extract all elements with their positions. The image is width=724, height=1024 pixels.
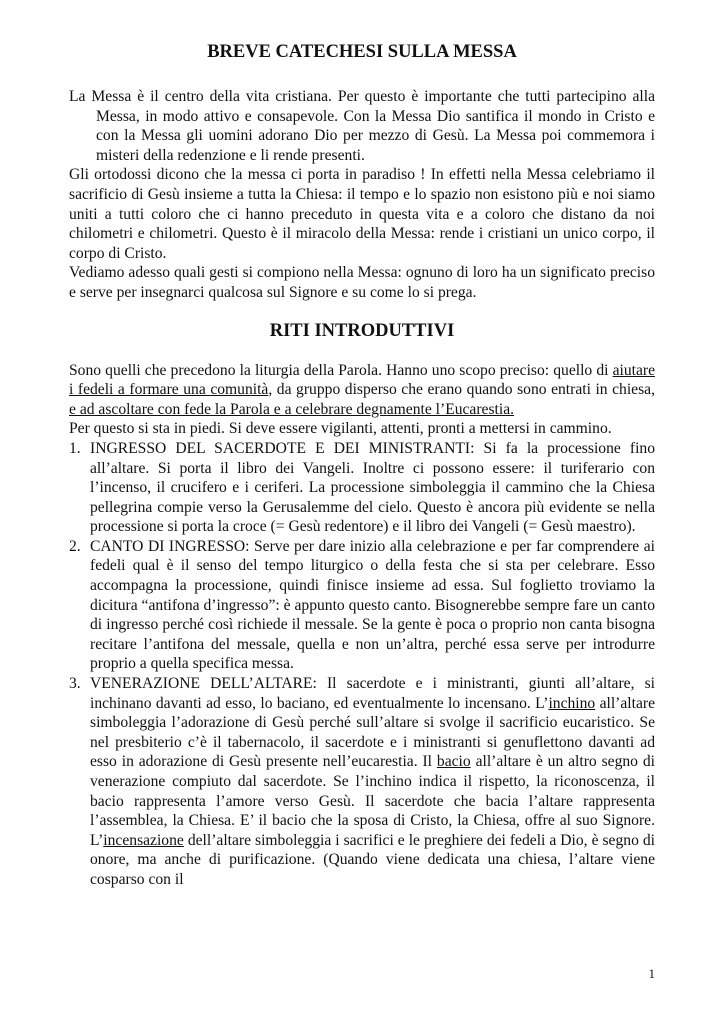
page-content <box>69 40 655 890</box>
riti-text-a: Sono quelli che precedono la liturgia della Parola. Hanno uno scopo preciso: quello di <box>69 361 613 379</box>
underlined-term-inchino: inchino <box>548 694 596 712</box>
list-item <box>69 537 655 674</box>
list-item-number: 2. <box>69 537 81 555</box>
list-item-text: CANTO DI INGRESSO: Serve per dare inizio alla celebrazione e per far comprendere ai fedeli qual è il senso del tempo liturgico o della festa che si sta per celebrare. Esso accompagna la processione, quindi finisce insieme ad essa. Sul foglietto troviamo la dicitura “antifona d’ingresso”: è appunto questo canto. Bisognerebbe sempre fare un canto di ingresso perché così richiede il messale. Se la gente è poca o proprio non canta bisogna recitare l’antifona del messale, quella e non un’altra, perché essa serve per introdurre proprio a quella specifica messa. <box>90 537 655 673</box>
list-item <box>69 674 655 890</box>
riti-underlined-1: aiutare i fedeli a formare una comunità <box>69 361 655 399</box>
intro-paragraph-2: Gli ortodossi dicono che la messa ci porta in paradiso ! In effetti nella Messa celebriamo il sacrificio di Gesù insieme a tutta la Chiesa: il tempo e lo spazio non esistono più e noi siamo uniti a tutti coloro che ci hanno preceduto in questa vita e a coloro che distano da noi chilometri e chilometri. Questo è il miracolo della Messa: rende i cristiani un unico corpo, il corpo di Cristo. <box>69 166 655 262</box>
underlined-term-incensazione: incensazione <box>103 831 184 849</box>
section-title: RITI INTRODUTTIVI <box>269 320 455 341</box>
list-item-text-part: VENERAZIONE DELL’ALTARE: Il sacerdote e i ministranti, giunti all’altare, si inchinano davanti ad esso, lo baciano, ed eventualmente lo incensano. L’ <box>90 675 655 712</box>
page-number: 1 <box>648 966 655 981</box>
list-item <box>69 439 655 537</box>
list-item-number: 3. <box>69 675 81 693</box>
list-item-text-part: all’altare simboleggia l’adorazione di Gesù perché sull’altare si svolge il sacrificio eucaristico. Se nel presbiterio c’è il tabernacolo, il sacerdote e i ministranti si genuflettono davanti ad esso in adorazione di Gesù presente nell’eucarestia. Il <box>90 694 655 771</box>
riti-underlined-2: e ad ascoltare con fede la Parola e a celebrare degnamente l’Eucarestia. <box>69 400 515 418</box>
underlined-term-bacio: bacio <box>436 753 471 771</box>
intro-paragraph-3: Vediamo adesso quali gesti si compiono nella Messa: ognuno di loro ha un significato preciso e serve per insegnarci qualcosa sul Signore e su come lo si prega. <box>69 264 655 301</box>
list-item-number: 1. <box>69 439 81 457</box>
document-title: BREVE CATECHESI SULLA MESSA <box>207 42 517 62</box>
numbered-list <box>69 439 655 890</box>
riti-paragraph-2: Per questo si sta in piedi. Si deve essere vigilanti, attenti, pronti a mettersi in cammino. <box>69 420 612 438</box>
riti-text-b: , da gruppo disperso che erano quando sono entrati in chiesa, <box>268 381 655 399</box>
list-item-text-part: all’altare è un altro segno di venerazione compiuto dal sacerdote. Se l’inchino indica il rispetto, la riconoscenza, il bacio rappresenta l’amore verso Gesù. Il sacerdote che bacia l’altare rappresenta l’assemblea, la Chiesa. E’ il bacio che la sposa di Cristo, la Chiesa, offre al suo Signore. L’ <box>90 753 655 849</box>
intro-paragraph-1: La Messa è il centro della vita cristiana. Per questo è importante che tutti partecipino alla Messa, in modo attivo e consapevole. Con la Messa Dio santifica il mondo in Cristo e con la Messa gli uomini adorano Dio per mezzo di Gesù. La Messa poi commemora i misteri della redenzione e li rende presenti. <box>69 88 655 164</box>
list-item-text-part: dell’altare simboleggia i sacrifici e le preghiere dei fedeli a Dio, è segno di onore, ma anche di purificazione. (Quando viene dedicata una chiesa, l’altare viene cosparso con il <box>90 831 655 888</box>
list-item-text: INGRESSO DEL SACERDOTE E DEI MINISTRANTI: Si fa la processione fino all’altare. Si porta il libro dei Vangeli. Inoltre ci possono essere: il turiferario con l’incenso, il crucifero e i ceriferi. La processione simboleggia il cammino che la Chiesa pellegrina compie verso la Gerusalemme del cielo. Questo è ancora più evidente se nella processione si porta la croce (= Gesù redentore) e il libro dei Vangeli (= Gesù maestro). <box>90 439 655 536</box>
riti-paragraph-1 <box>69 361 655 420</box>
